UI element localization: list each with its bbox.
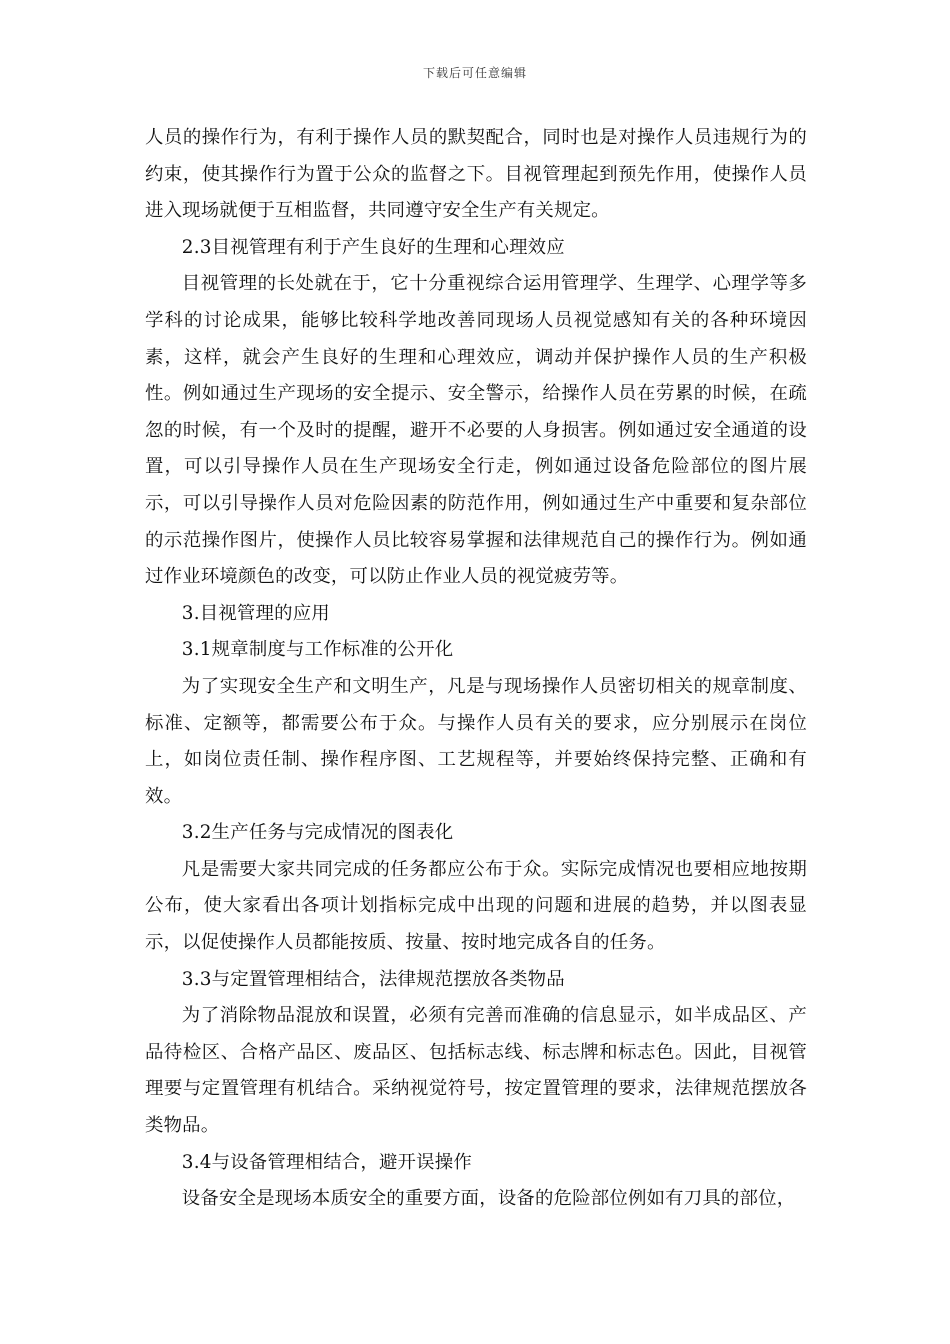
paragraph-3-1: 为了实现安全生产和文明生产，凡是与现场操作人员密切相关的规章制度、标准、定额等，都需要公布于众。与操作人员有关的要求，应分别展示在岗位上，如岗位责任制、操作程序图、工艺规程等，并要始终保持完整、正确和有效。: [145, 675, 807, 807]
document-body: [145, 120, 807, 1218]
paragraph-3-3: 为了消除物品混放和误置，必须有完善而准确的信息显示，如半成品区、产品待检区、合格产品区、废品区、包括标志线、标志牌和标志色。因此，目视管理要与定置管理有机结合。采纳视觉符号，按定置管理的要求，法律规范摆放各类物品。: [145, 1005, 807, 1137]
paragraph-3-2: 凡是需要大家共同完成的任务都应公布于众。实际完成情况也要相应地按期公布，使大家看出各项计划指标完成中出现的问题和进展的趋势，并以图表显示，以促使操作人员都能按质、按量、按时地完成各自的任务。: [145, 858, 807, 954]
section-heading-3-3: 3.3与定置管理相结合，法律规范摆放各类物品: [181, 968, 565, 990]
header-note: 下载后可任意编辑: [422, 66, 527, 80]
section-heading-2-3: 2.3目视管理有利于产生良好的生理和心理效应: [181, 236, 565, 258]
section-heading-3-1: 3.1规章制度与工作标准的公开化: [181, 639, 454, 661]
section-heading-3: 3.目视管理的应用: [181, 602, 330, 624]
section-heading-3-4: 3.4与设备管理相结合，避开误操作: [181, 1151, 472, 1173]
section-heading-3-2: 3.2生产任务与完成情况的图表化: [181, 822, 454, 844]
paragraph-continued: 人员的操作行为，有利于操作人员的默契配合，同时也是对操作人员违规行为的约束，使其操作行为置于公众的监督之下。目视管理起到预先作用，使操作人员进入现场就便于互相监督，共同遵守安全生产有关规定。: [145, 127, 807, 222]
paragraph-2-3: 目视管理的长处就在于，它十分重视综合运用管理学、生理学、心理学等多学科的讨论成果，能够比较科学地改善同现场人员视觉感知有关的各种环境因素，这样，就会产生良好的生理和心理效应，调动并保护操作人员的生产积极性。例如通过生产现场的安全提示、安全警示，给操作人员在劳累的时候，在疏忽的时候，有一个及时的提醒，避开不必要的人身损害。例如通过安全通道的设置，可以引导操作人员在生产现场安全行走，例如通过设备危险部位的图片展示，可以引导操作人员对危险因素的防范作用，例如通过生产中重要和复杂部位的示范操作图片，使操作人员比较容易掌握和法律规范自己的操作行为。例如通过作业环境颜色的改变，可以防止作业人员的视觉疲劳等。: [145, 273, 807, 588]
paragraph-3-4: 设备安全是现场本质安全的重要方面，设备的危险部位例如有刀具的部位，: [181, 1188, 796, 1210]
